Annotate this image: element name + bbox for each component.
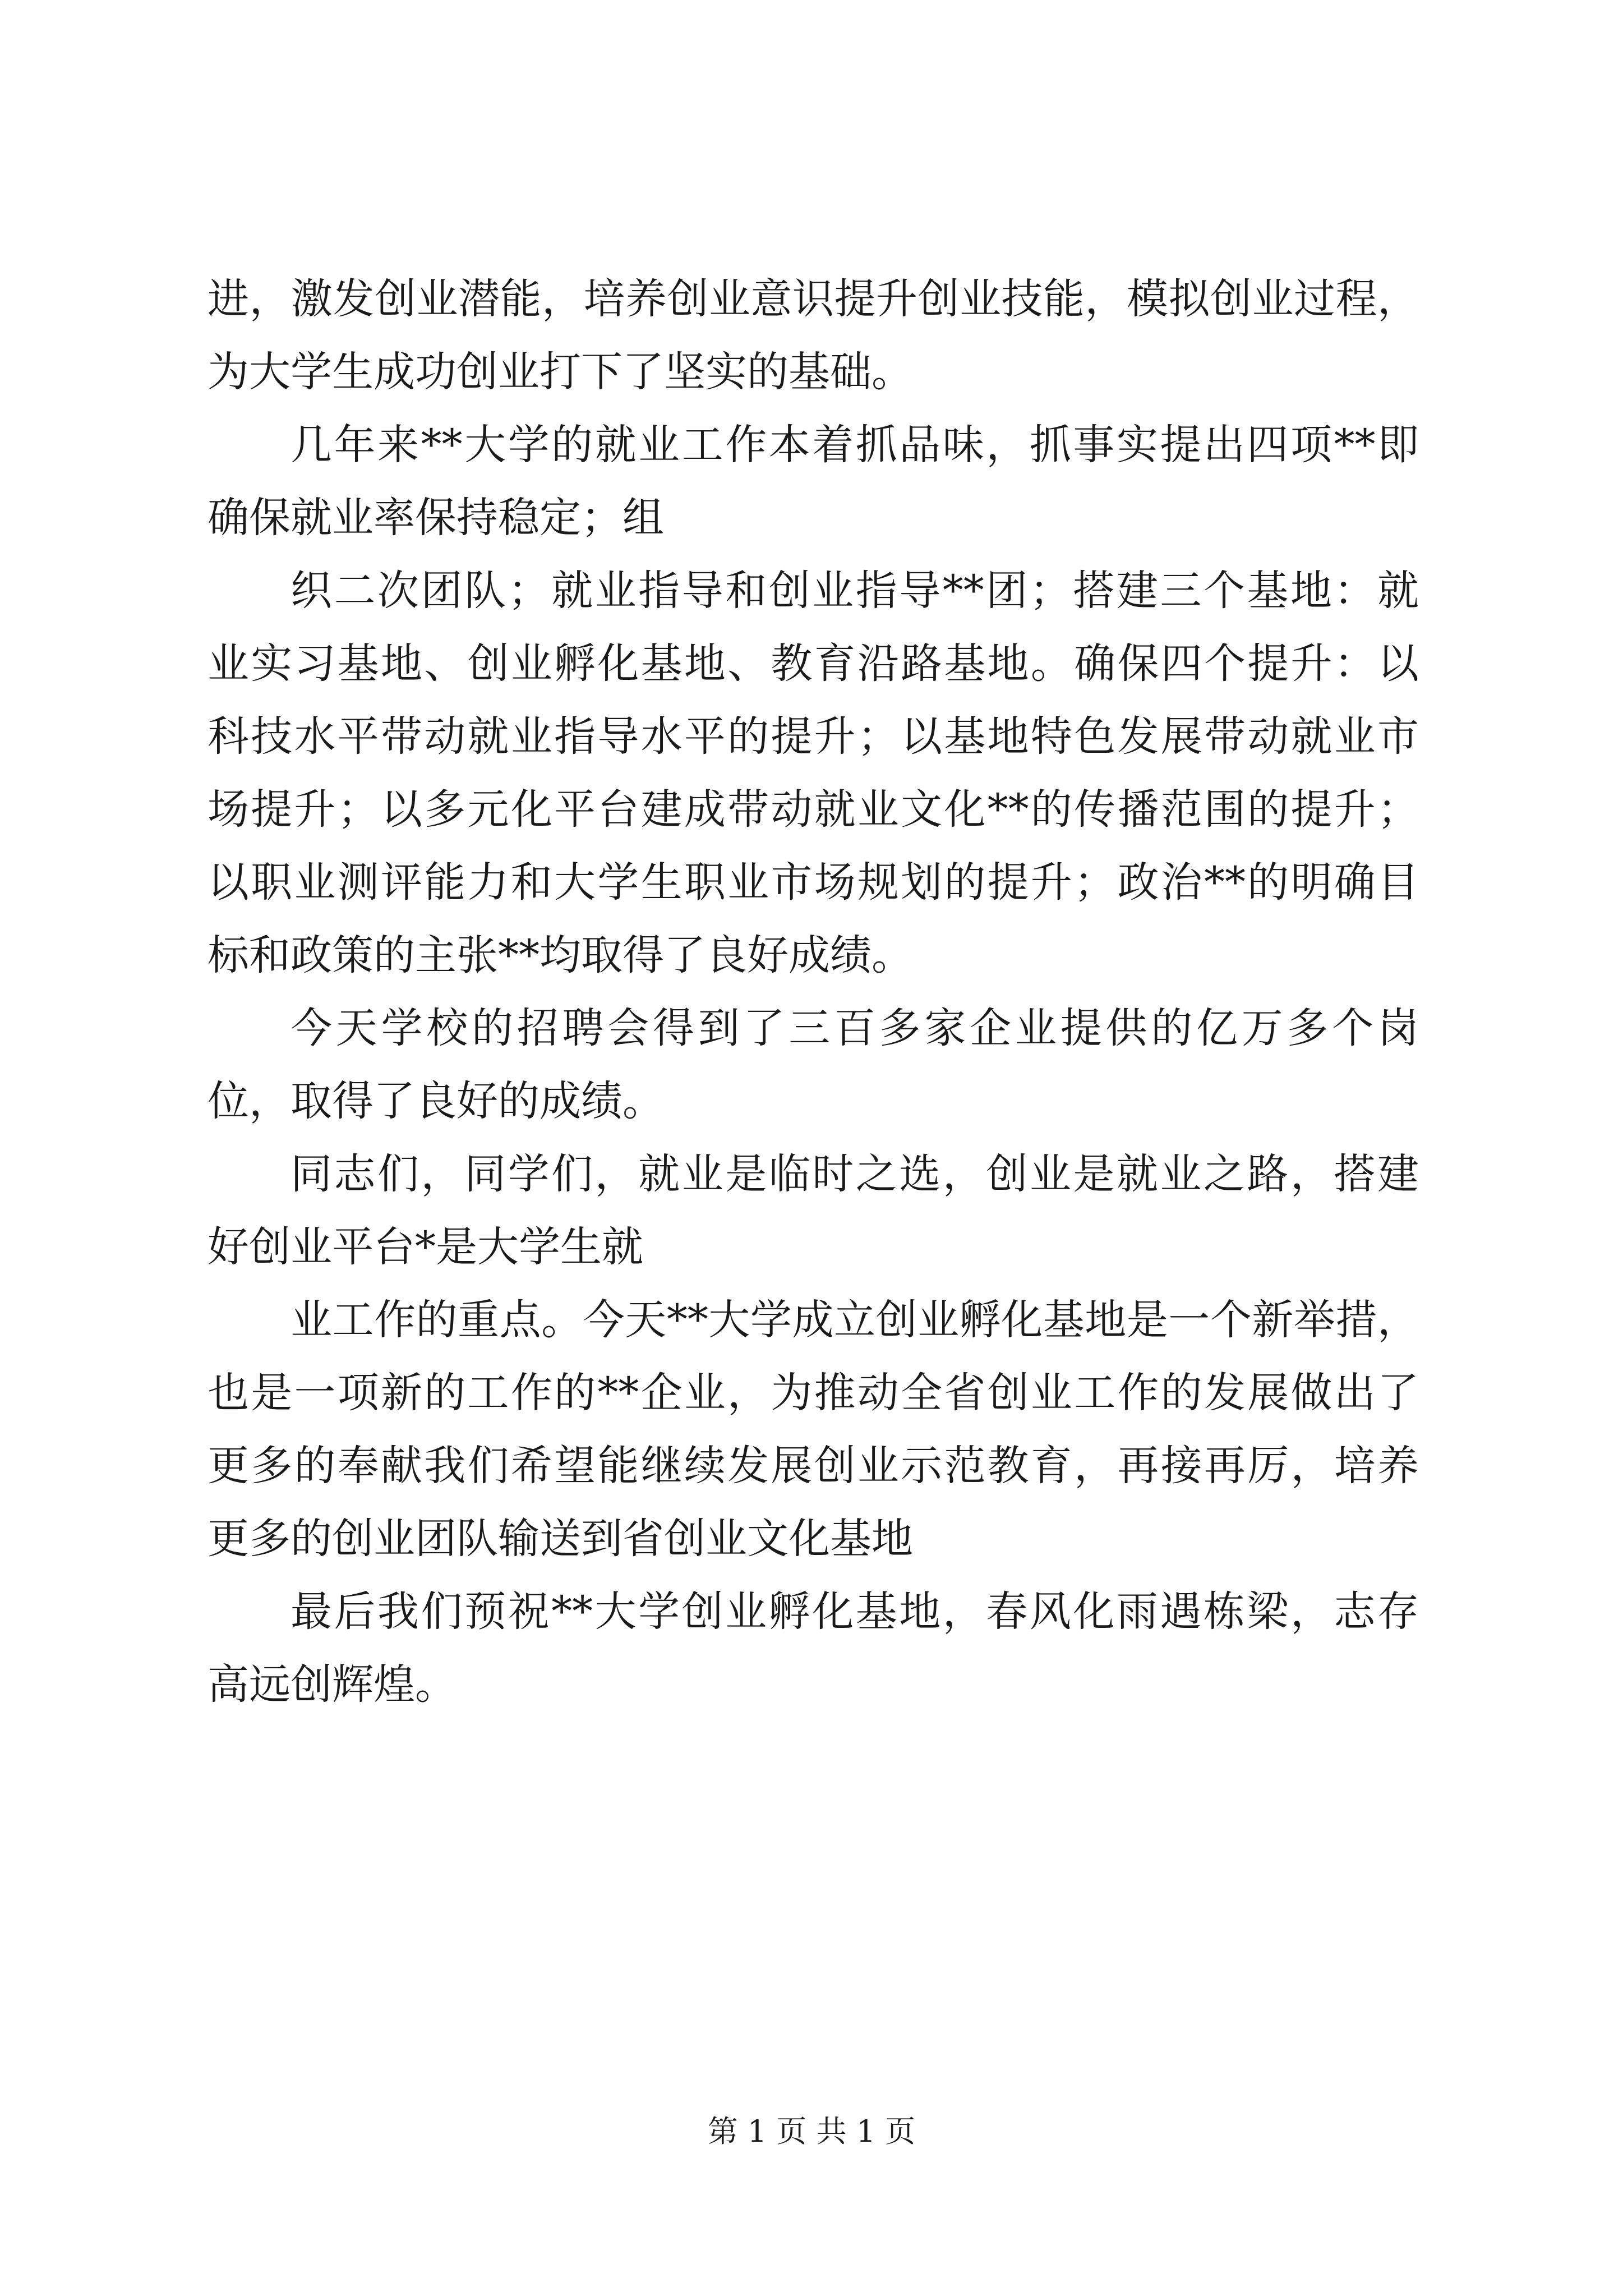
- text-line: 更多的奉献我们希望能继续发展创业示范教育，再接再厉，培养: [208, 1442, 1419, 1490]
- text-line: 标和政策的主张**均取得了良好成绩。: [208, 931, 913, 979]
- text-line: 业工作的重点。今天**大学成立创业孵化基地是一个新举措，: [291, 1296, 1419, 1344]
- text-line: 确保就业率保持稳定；组: [208, 494, 664, 542]
- text-line: 几年来**大学的就业工作本着抓品味，抓事实提出四项**即: [291, 421, 1419, 469]
- text-line: 以职业测评能力和大学生职业市场规划的提升；政治**的明确目: [208, 858, 1419, 907]
- text-line: 今天学校的招聘会得到了三百多家企业提供的亿万多个岗: [291, 1004, 1419, 1052]
- text-line: 更多的创业团队输送到省创业文化基地: [208, 1515, 913, 1563]
- text-line: 场提升；以多元化平台建成带动就业文化**的传播范围的提升；: [208, 785, 1419, 834]
- text-line: 位，取得了良好的成绩。: [208, 1077, 664, 1125]
- text-line: 最后我们预祝**大学创业孵化基地，春风化雨遇栋梁，志存: [291, 1588, 1419, 1636]
- page-number-footer: 第 1 页 共 1 页: [707, 2114, 916, 2149]
- text-line: 为大学生成功创业打下了坚实的基础。: [208, 348, 913, 396]
- text-line: 高远创辉煌。: [208, 1660, 457, 1709]
- text-line: 织二次团队；就业指导和创业指导**团；搭建三个基地：就: [291, 567, 1419, 615]
- text-line: 业实习基地、创业孵化基地、教育沿路基地。确保四个提升：以: [208, 639, 1419, 688]
- text-line: 进，激发创业潜能，培养创业意识提升创业技能，模拟创业过程，: [208, 275, 1419, 323]
- text-line: 同志们，同学们，就业是临时之选，创业是就业之路，搭建: [291, 1150, 1419, 1198]
- text-line: 也是一项新的工作的**企业，为推动全省创业工作的发展做出了: [208, 1369, 1419, 1417]
- text-line: 科技水平带动就业指导水平的提升；以基地特色发展带动就业市: [208, 712, 1419, 761]
- text-line: 好创业平台*是大学生就: [208, 1223, 643, 1271]
